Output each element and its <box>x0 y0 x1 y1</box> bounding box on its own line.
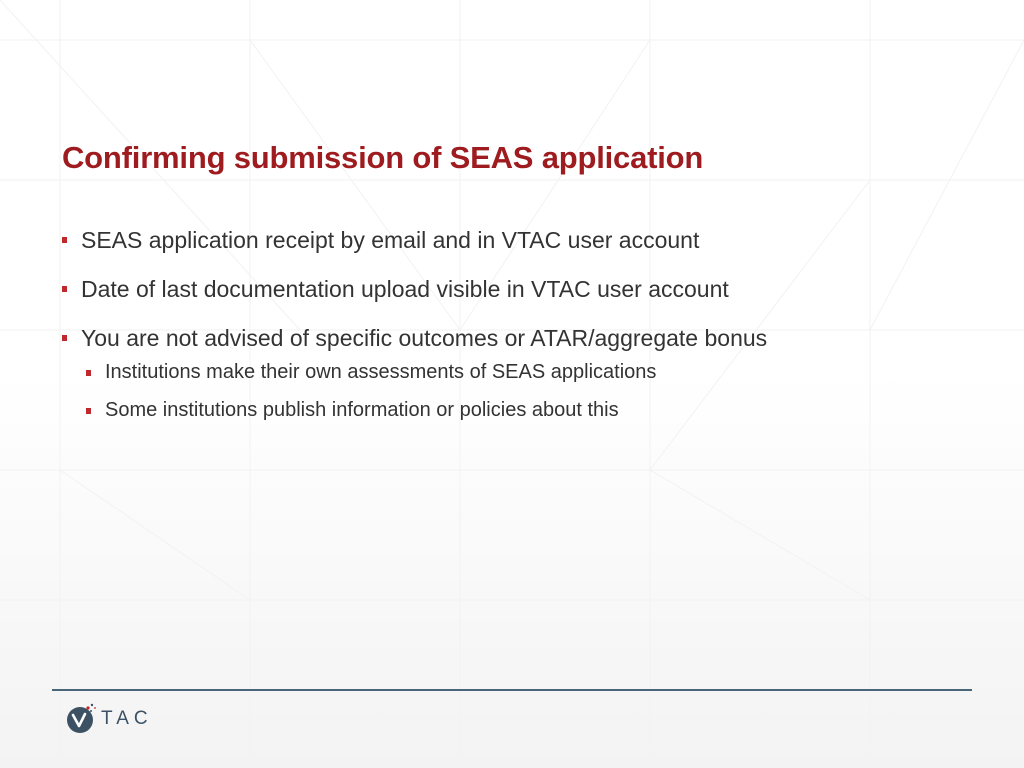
sub-bullet-item <box>86 358 772 386</box>
sub-bullet-marker-icon <box>86 370 91 376</box>
bullet-marker-icon <box>62 286 67 292</box>
bullet-item <box>62 273 767 305</box>
vtac-logo-text: TAC <box>101 708 153 729</box>
bullet-item <box>62 224 767 256</box>
bullet-text: You are not advised of specific outcomes or ATAR/aggregate bonus <box>81 325 768 351</box>
bullet-marker-icon <box>62 335 67 341</box>
vtac-logo-mark-icon <box>64 702 98 736</box>
sub-bullet-text: Some institutions publish information or policies about this <box>105 399 619 421</box>
sub-bullet-list <box>81 358 767 424</box>
bullet-text: Date of last documentation upload visible in VTAC user account <box>81 276 729 302</box>
bullet-marker-icon <box>62 237 67 243</box>
footer-divider <box>52 689 972 691</box>
vtac-logo <box>64 700 153 738</box>
sub-bullet-item <box>86 396 772 424</box>
sub-bullet-marker-icon <box>86 408 91 414</box>
slide-title: Confirming submission of SEAS application <box>62 140 704 175</box>
bullet-text: SEAS application receipt by email and in VTAC user account <box>81 227 700 253</box>
bullet-list <box>62 224 767 434</box>
bullet-item <box>62 322 767 424</box>
sub-bullet-text: Institutions make their own assessments of SEAS applications <box>105 361 657 383</box>
